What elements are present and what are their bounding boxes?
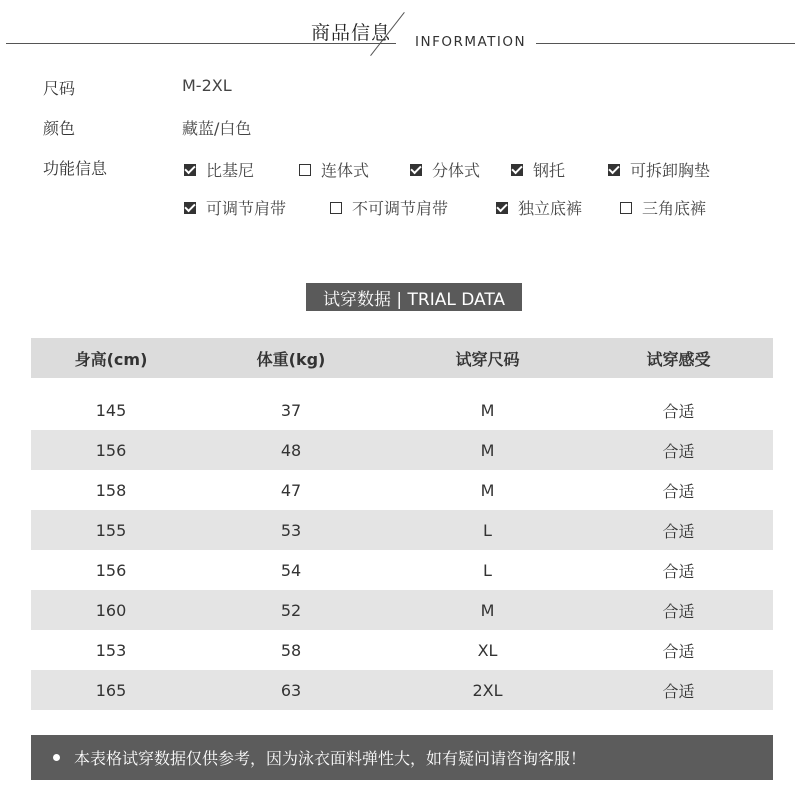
checkbox-icon[interactable] xyxy=(299,164,311,176)
cell-weight: 58 xyxy=(280,640,302,660)
cell-size: M xyxy=(480,440,495,460)
table-header xyxy=(31,338,773,378)
feature-option[interactable] xyxy=(511,158,565,181)
feature-option-label: 钢托 xyxy=(533,161,566,180)
checkbox-icon[interactable] xyxy=(184,164,196,176)
cell-height: 155 xyxy=(95,520,127,540)
cell-feeling: 合适 xyxy=(662,401,695,421)
table-row xyxy=(31,670,773,710)
cell-feeling: 合适 xyxy=(662,681,695,701)
header-title-cn: 商品信息 xyxy=(311,22,392,44)
cell-height: 145 xyxy=(95,400,127,420)
header-line-right xyxy=(536,43,795,44)
checkbox-icon[interactable] xyxy=(330,202,342,214)
cell-height: 153 xyxy=(95,640,127,660)
cell-feeling: 合适 xyxy=(662,441,695,461)
cell-size: L xyxy=(483,560,492,580)
cell-weight: 52 xyxy=(280,600,302,620)
cell-size: XL xyxy=(477,640,498,660)
trial-data-title: 试穿数据 | TRIAL DATA xyxy=(306,283,522,311)
table-row xyxy=(31,390,773,430)
cell-weight: 54 xyxy=(280,560,302,580)
table-row xyxy=(31,550,773,590)
checkbox-icon[interactable] xyxy=(511,164,523,176)
feature-option[interactable] xyxy=(184,196,286,219)
cell-size: M xyxy=(480,600,495,620)
feature-option[interactable] xyxy=(184,158,254,181)
checkbox-icon[interactable] xyxy=(184,202,196,214)
size-value: M-2XL xyxy=(182,76,232,95)
cell-feeling: 合适 xyxy=(662,481,695,501)
table-row xyxy=(31,470,773,510)
feature-option-label: 独立底裤 xyxy=(518,199,583,218)
cell-height: 156 xyxy=(95,440,127,460)
disclaimer-text: 本表格试穿数据仅供参考，因为泳衣面料弹性大，如有疑问请咨询客服！ xyxy=(74,749,587,768)
cell-height: 156 xyxy=(95,560,127,580)
cell-size: L xyxy=(483,520,492,540)
checkbox-icon[interactable] xyxy=(620,202,632,214)
feature-option-label: 比基尼 xyxy=(206,161,255,180)
checkbox-icon[interactable] xyxy=(410,164,422,176)
cell-height: 165 xyxy=(95,680,127,700)
cell-weight: 47 xyxy=(280,480,302,500)
cell-feeling: 合适 xyxy=(662,601,695,621)
size-label: 尺码 xyxy=(43,79,76,98)
feature-option[interactable] xyxy=(330,196,448,219)
cell-size: M xyxy=(480,400,495,420)
feature-option-label: 三角底裤 xyxy=(642,199,707,218)
cell-weight: 48 xyxy=(280,440,302,460)
cell-weight: 37 xyxy=(280,400,302,420)
color-label: 颜色 xyxy=(43,119,76,138)
table-row xyxy=(31,510,773,550)
column-header-weight: 体重(kg) xyxy=(256,349,326,369)
cell-height: 158 xyxy=(95,480,127,500)
feature-option-label: 分体式 xyxy=(432,161,481,180)
color-value: 藏蓝/白色 xyxy=(182,119,252,138)
cell-feeling: 合适 xyxy=(662,521,695,541)
header-title-en: INFORMATION xyxy=(415,34,527,50)
feature-option-label: 可调节肩带 xyxy=(206,199,287,218)
feature-option-label: 可拆卸胸垫 xyxy=(630,161,711,180)
column-header-size: 试穿尺码 xyxy=(455,349,520,369)
table-row xyxy=(31,630,773,670)
cell-feeling: 合适 xyxy=(662,561,695,581)
cell-weight: 63 xyxy=(280,680,302,700)
cell-size: 2XL xyxy=(472,680,503,700)
feature-option-label: 不可调节肩带 xyxy=(352,199,449,218)
features-label: 功能信息 xyxy=(43,159,108,178)
column-header-height: 身高(cm) xyxy=(74,349,148,369)
feature-option-label: 连体式 xyxy=(321,161,370,180)
column-header-feeling: 试穿感受 xyxy=(646,349,711,369)
feature-option[interactable] xyxy=(299,158,369,181)
cell-size: M xyxy=(480,480,495,500)
cell-height: 160 xyxy=(95,600,127,620)
cell-feeling: 合适 xyxy=(662,641,695,661)
feature-option[interactable] xyxy=(410,158,480,181)
trial-data-table xyxy=(31,338,773,710)
table-row xyxy=(31,590,773,630)
bullet-icon xyxy=(53,754,60,761)
disclaimer-note xyxy=(31,735,773,780)
table-row xyxy=(31,430,773,470)
feature-option[interactable] xyxy=(620,196,706,219)
cell-weight: 53 xyxy=(280,520,302,540)
feature-option[interactable] xyxy=(496,196,582,219)
checkbox-icon[interactable] xyxy=(608,164,620,176)
checkbox-icon[interactable] xyxy=(496,202,508,214)
feature-option[interactable] xyxy=(608,158,710,181)
